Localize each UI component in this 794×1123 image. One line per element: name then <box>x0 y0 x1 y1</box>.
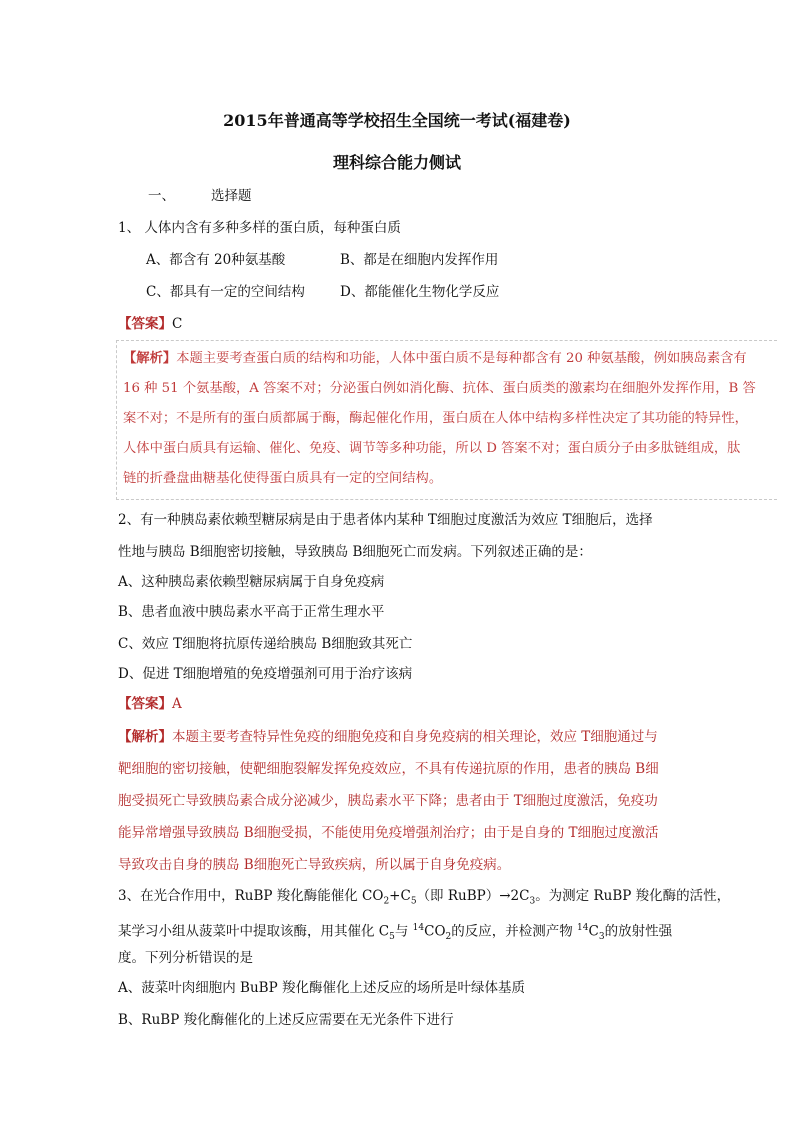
q1-answer-label: 【答案】 <box>118 316 172 332</box>
q2-analysis-line-2: 靶细胞的密切接触，使靶细胞裂解发挥免疫效应，不具有传递抗原的作用，患者的胰岛 B细 <box>118 761 659 777</box>
q1-option-c: C、都具有一定的空间结构 <box>146 284 305 300</box>
exam-title: 2015年普通高等学校招生全国统一考试(福建卷) <box>223 111 571 130</box>
q1-analysis-line-4: 人体中蛋白质具有运输、催化、免疫、调节等多种功能，所以 D 答案不对；蛋白质分子由多肽链组成，肽 <box>123 441 741 456</box>
q1-option-b: B、都是在细胞内发挥作用 <box>340 252 499 268</box>
section-heading <box>148 186 252 206</box>
q1-stem: 1、 人体内含有多种多样的蛋白质，每种蛋白质 <box>118 220 401 236</box>
q2-analysis-line-3: 胞受损死亡导致胰岛素合成分泌减少，胰岛素水平下降；患者由于 T细胞过度激活，免疫功 <box>118 793 658 809</box>
q1-analysis-line-2: 16 种 51 个氨基酸，A 答案不对；分泌蛋白例如消化酶、抗体、蛋白质类的激素均在细胞外发挥作用，B 答 <box>123 381 756 396</box>
q2-stem-line-2: 性地与胰岛 B细胞密切接触，导致胰岛 B细胞死亡而发病。下列叙述正确的是： <box>118 544 592 560</box>
q3-stem-line-3: 度。下列分析错误的是 <box>118 950 253 966</box>
q2-option-a: A、这种胰岛素依赖型糖尿病属于自身免疫病 <box>118 574 385 590</box>
q2-analysis-line-1: 【解析】本题主要考查特异性免疫的细胞免疫和自身免疫病的相关理论，效应 T细胞通过与 <box>118 729 658 745</box>
q3-option-b: B、RuBP 羧化酶催化的上述反应需要在无光条件下进行 <box>118 1012 454 1028</box>
q2-analysis-line-5: 导致攻击自身的胰岛 B细胞死亡导致疾病，所以属于自身免疫病。 <box>118 857 511 873</box>
q2-option-c: C、效应 T细胞将抗原传递给胰岛 B细胞致其死亡 <box>118 636 413 652</box>
q3-stem-line-2: 某学习小组从菠菜叶中提取该酶，用其催化 $C_5$与 $^{14}CO_2$的反应，并检测产物 $^{14}C_3$的放射性强 <box>118 923 673 943</box>
q1-analysis-label: 【解析】 <box>123 351 177 366</box>
q2-option-d: D、促进 T细胞增殖的免疫增强剂可用于治疗该病 <box>118 666 413 682</box>
q1-analysis-line-5: 链的折叠盘曲糖基化使得蛋白质具有一定的空间结构。 <box>123 471 443 486</box>
q3-stem-line-1: 3、在光合作用中，RuBP 羧化酶能催化 $CO_2+C_5$（即 $RuBP)\to 2C_3$。为测定 RuBP 羧化酶的活性， <box>118 888 731 907</box>
q2-analysis-label: 【解析】 <box>118 729 172 745</box>
q2-option-b: B、患者血液中胰岛素水平高于正常生理水平 <box>118 604 385 620</box>
q1-analysis-line-1: 【解析】本题主要考查蛋白质的结构和功能，人体中蛋白质不是每种都含有 20 种氨基酸，例如胰岛素含有 <box>123 351 747 366</box>
q1-answer-value: C <box>172 316 183 332</box>
q2-answer <box>118 694 182 714</box>
exam-subtitle: 理科综合能力侧试 <box>332 153 461 172</box>
q1-answer <box>118 314 182 334</box>
q2-answer-value: A <box>172 696 182 712</box>
q1-option-d: D、都能催化生物化学反应 <box>340 284 500 300</box>
q2-analysis-line-4: 能异常增强导致胰岛 B细胞受损，不能使用免疫增强剂治疗；由于是自身的 T细胞过度激活 <box>118 825 659 841</box>
q2-stem-line-1: 2、有一种胰岛素依赖型糖尿病是由于患者体内某种 T细胞过度激活为效应 T细胞后，选择 <box>118 512 653 528</box>
q1-analysis-line-3: 案不对；不是所有的蛋白质都属于酶，酶起催化作用，蛋白质在人体中结构多样性决定了其功能的特异性， <box>123 411 748 426</box>
q3-option-a: A、菠菜叶肉细胞内 BuBP 羧化酶催化上述反应的场所是叶绿体基质 <box>118 980 525 996</box>
q2-answer-label: 【答案】 <box>118 696 172 712</box>
section-name: 选择题 <box>211 188 252 204</box>
section-number: 一、 <box>148 188 175 204</box>
q1-analysis-box <box>116 340 777 500</box>
q1-option-a: A、都含有 20种氨基酸 <box>146 252 286 268</box>
